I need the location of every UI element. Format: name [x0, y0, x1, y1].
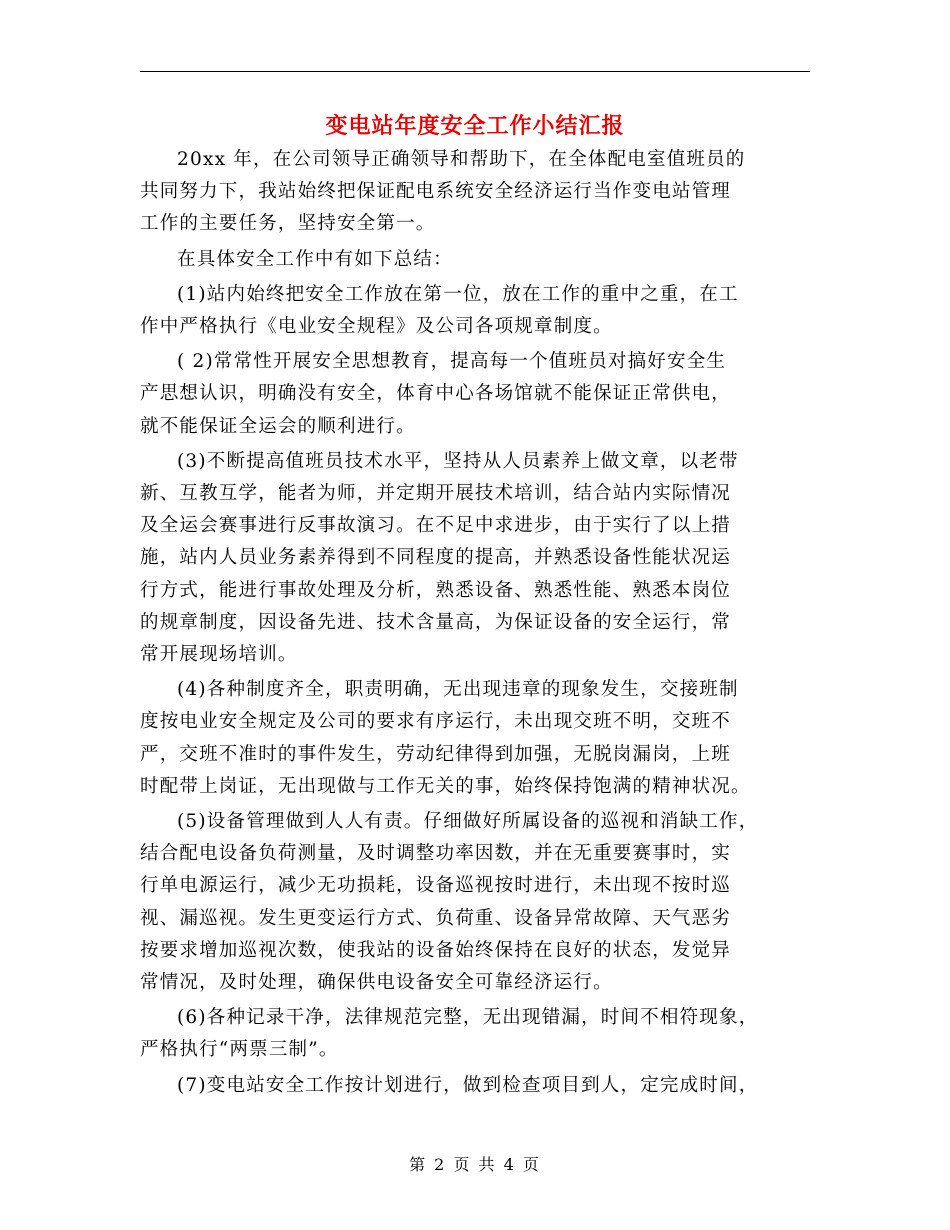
- paragraph-item-4: (4)各种制度齐全，职责明确，无出现违章的现象发生，交接班制 度按电业安全规定及公司的要求有序运行，未出现交班不明，交班不 严，交班不准时的事件发生，劳动纪律得到加强，无脱岗漏岗，上班 时配带上岗证，无出现做与工作无关的事，始终保持饱满的精神状况。: [140, 679, 751, 797]
- header-rule: [140, 71, 810, 72]
- paragraph-item-2: ( 2)常常性开展安全思想教育，提高每一个值班员对搞好安全生 产思想认识，明确没有安全，体育中心各场馆就不能保证正常供电， 就不能保证全运会的顺利进行。: [140, 351, 732, 437]
- document-title: 变电站年度安全工作小结汇报: [325, 113, 625, 139]
- paragraph-item-7: (7)变电站安全工作按计划进行，做到检查项目到人，定完成时间，: [177, 1074, 759, 1096]
- paragraph-item-5: (5)设备管理做到人人有责。仔细做好所属设备的巡视和消缺工作， 结合配电设备负荷测量，及时调整功率因数，并在无重要赛事时，实 行单电源运行，减少无功损耗，设备巡视按时进行，未出现不按时巡 视、漏巡视。发生更变运行方式、负荷重、设备异常故障、天气恶劣 按要求增加巡视次数，使我站的设备始终保持在良好的状态，发觉异 常情况，及时处理，确保供电设备安全可靠经济运行。: [140, 811, 759, 994]
- paragraph-item-1: (1)站内始终把安全工作放在第一位，放在工作的重中之重，在工 作中严格执行《电业安全规程》及公司各项规章制度。: [140, 283, 739, 338]
- page-number: 第 2 页 共 4 页: [409, 1155, 541, 1174]
- paragraph-item-3: (3)不断提高值班员技术水平，坚持从人员素养上做文章，以老带 新、互教互学，能者为师，并定期开展技术培训，结合站内实际情况 及全运会赛事进行反事故演习。在不足中求进步，由于实行了以上措 施，站内人员业务素养得到不同程度的提高，并熟悉设备性能状况运 行方式，能进行事故处理及分析，熟悉设备、熟悉性能、熟悉本岗位 的规章制度，因设备先进、技术含量高，为保证设备的安全运行，常 常开展现场培训。: [140, 450, 739, 666]
- document-body: [140, 144, 812, 1102]
- paragraph-summary-lead: 在具体安全工作中有如下总结：: [177, 248, 453, 270]
- paragraph-intro: 20xx 年，在公司领导正确领导和帮助下，在全体配电室值班员的 共同努力下，我站始终把保证配电系统安全经济运行当作变电站管理 工作的主要任务，坚持安全第一。: [140, 149, 746, 235]
- paragraph-item-6: (6)各种记录干净，法律规范完整，无出现错漏，时间不相符现象， 严格执行“两票三制”。: [140, 1007, 759, 1061]
